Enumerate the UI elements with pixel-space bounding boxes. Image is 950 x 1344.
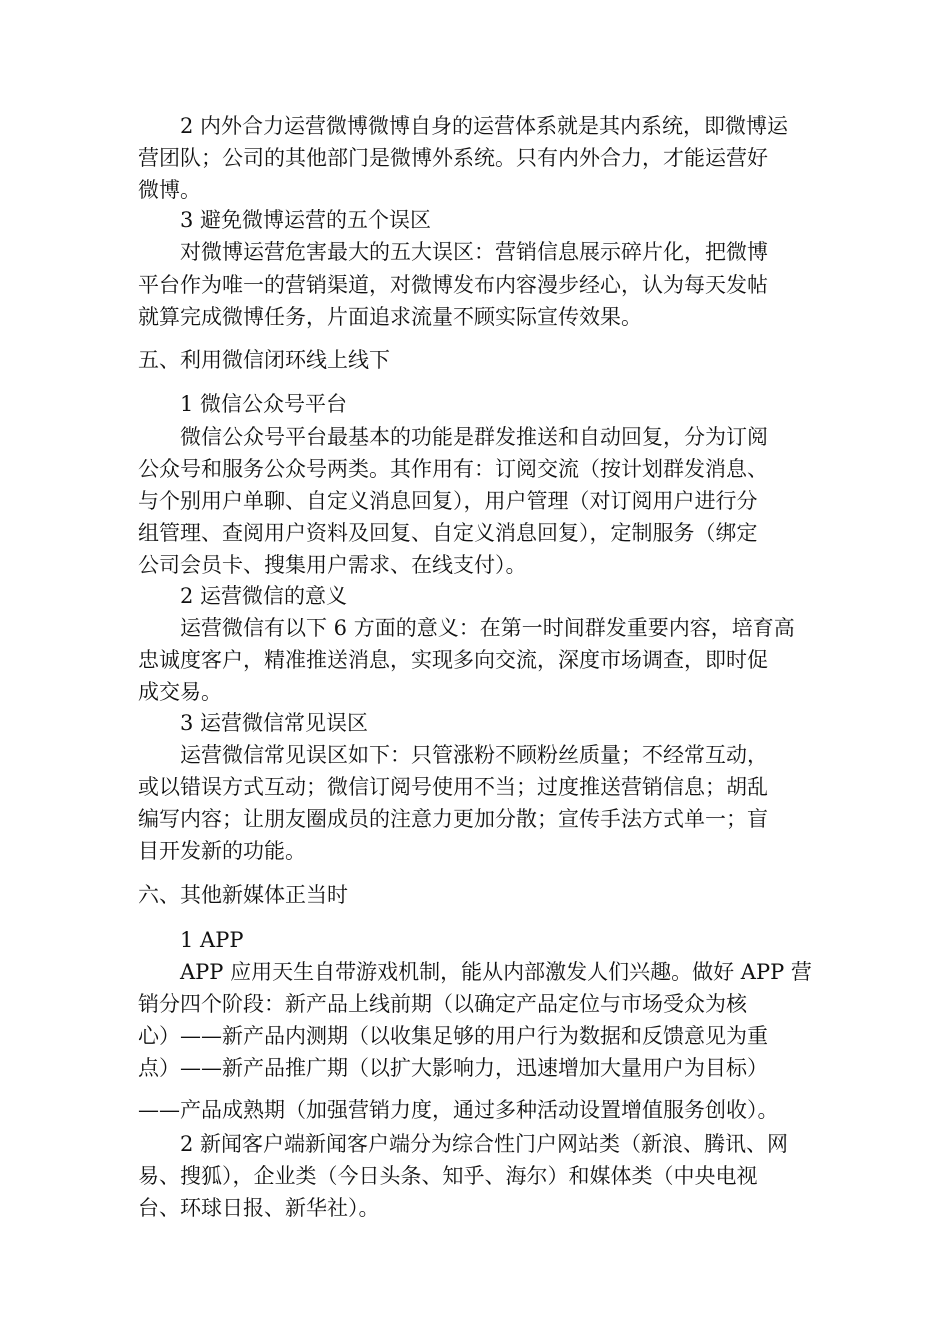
paragraph-line: 营团队；公司的其他部门是微博外系统。只有内外合力，才能运营好 [138,146,768,170]
paragraph-line: 运营微信常见误区如下：只管涨粉不顾粉丝质量；不经常互动， [180,743,768,767]
paragraph-line: 心）——新产品内测期（以收集足够的用户行为数据和反馈意见为重 [138,1024,768,1048]
paragraph-line: 组管理、查阅用户资料及回复、自定义消息回复），定制服务（绑定 [138,521,758,545]
paragraph-line: 微博。 [138,178,201,202]
paragraph-line: ——产品成熟期（加强营销力度，通过多种活动设置增值服务创收）。 [138,1098,779,1122]
paragraph-line: 成交易。 [138,680,222,704]
paragraph-line: 就算完成微博任务，片面追求流量不顾实际宣传效果。 [138,305,642,329]
section-heading: 五、利用微信闭环线上线下 [138,348,390,372]
section-subheading: 2 运营微信的意义 [180,584,348,608]
paragraph-line: 忠诚度客户，精准推送消息，实现多向交流，深度市场调查，即时促 [138,648,768,672]
paragraph-line: 易、搜狐），企业类（今日头条、知乎、海尔）和媒体类（中央电视 [138,1164,758,1188]
paragraph-line: 与个别用户单聊、自定义消息回复），用户管理（对订阅用户进行分 [138,489,758,513]
paragraph-line: 2 内外合力运营微博微博自身的运营体系就是其内系统，即微博运 [180,114,789,138]
paragraph-line: 平台作为唯一的营销渠道，对微博发布内容漫步经心，认为每天发帖 [138,273,768,297]
paragraph-line: 点）——新产品推广期（以扩大影响力，迅速增加大量用户为目标） [138,1056,768,1080]
section-subheading: 1 微信公众号平台 [180,392,348,416]
paragraph-line: 2 新闻客户端新闻客户端分为综合性门户网站类（新浪、腾讯、网 [180,1132,789,1156]
paragraph-line: 销分四个阶段：新产品上线前期（以确定产品定位与市场受众为核 [138,992,747,1016]
paragraph-line: 目开发新的功能。 [138,839,306,863]
paragraph-line: 或以错误方式互动；微信订阅号使用不当；过度推送营销信息；胡乱 [138,775,768,799]
section-subheading: 3 运营微信常见误区 [180,711,369,735]
paragraph-line: 公众号和服务公众号两类。其作用有：订阅交流（按计划群发消息、 [138,457,768,481]
paragraph-line: 台、环球日报、新华社）。 [138,1196,380,1220]
paragraph-line: 微信公众号平台最基本的功能是群发推送和自动回复，分为订阅 [180,425,768,449]
section-subheading: 3 避免微博运营的五个误区 [180,208,432,232]
paragraph-line: 运营微信有以下 6 方面的意义：在第一时间群发重要内容，培育高 [180,616,795,640]
paragraph-line: 公司会员卡、搜集用户需求、在线支付）。 [138,553,527,577]
paragraph-line: 对微博运营危害最大的五大误区：营销信息展示碎片化，把微博 [180,240,768,264]
paragraph-line: 编写内容；让朋友圈成员的注意力更加分散；宣传手法方式单一；盲 [138,807,768,831]
paragraph-line: APP 应用天生自带游戏机制，能从内部激发人们兴趣。做好 APP 营 [180,960,812,984]
section-subheading: 1 APP [180,928,244,952]
section-heading: 六、其他新媒体正当时 [138,883,348,907]
